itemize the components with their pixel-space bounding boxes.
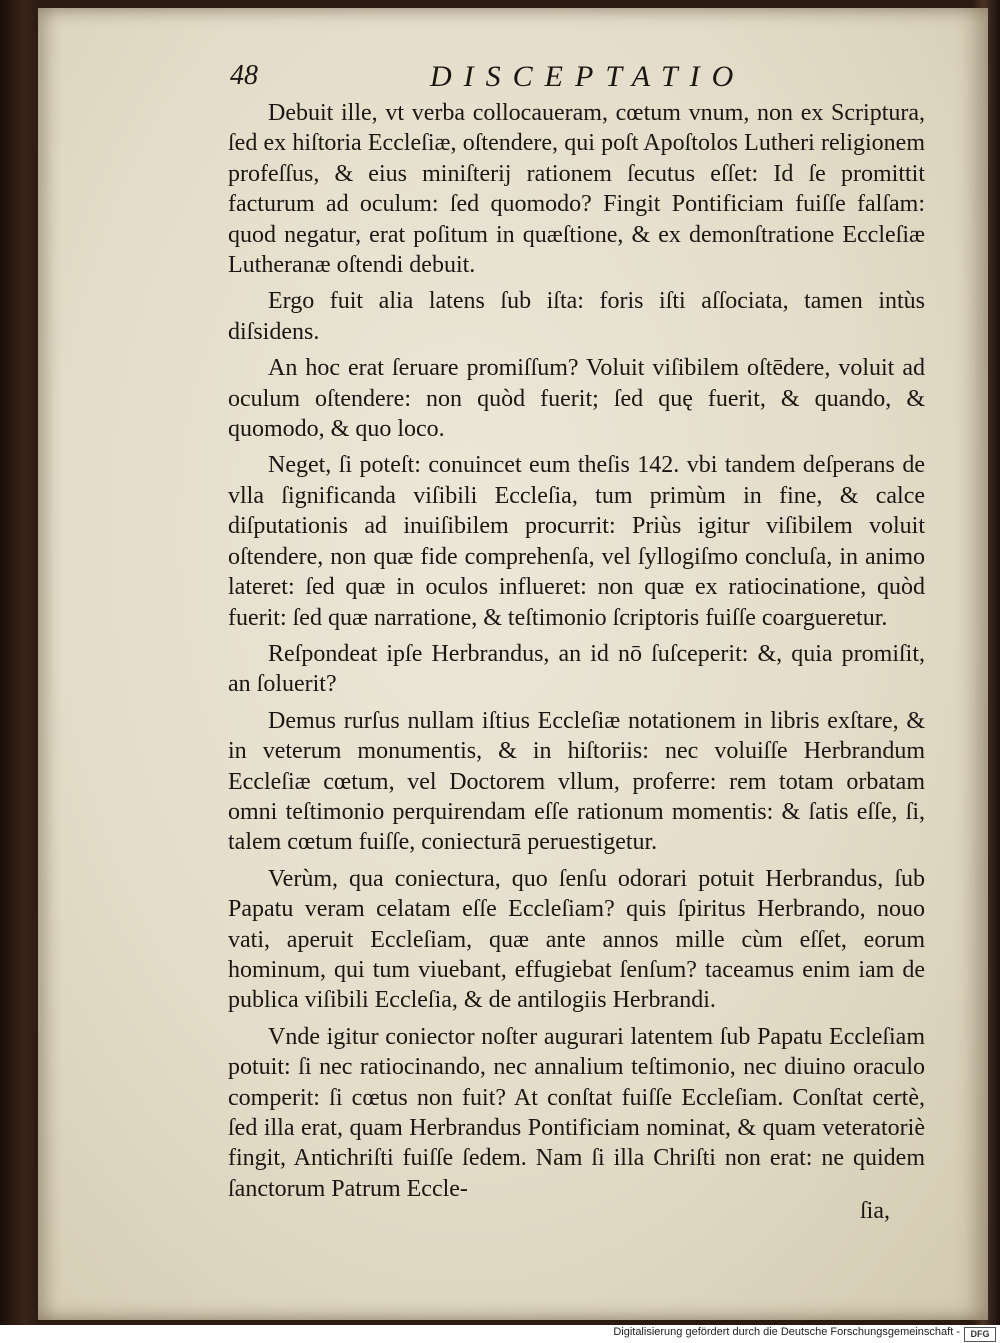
paragraph-7: Verùm, qua coniectura, quo ſenſu odorari potuit Herbrandus, ſub Papatu veram celatam eſſe Eccleſiam? quis ſpiritus Herbrando, nouo vati, aperuit Eccleſiam, quæ ante annos mille cùm eſſet, eorum hominum, qui tum viuebant, effugiebat ſenſum? taceamus enim iam de publica viſibili Eccleſia, & de antilogiis Herbrandi. [228, 865, 925, 1014]
footer-bar [0, 1325, 1000, 1343]
running-title: DISCEPTATIO [430, 60, 746, 93]
paragraph-6: Demus rurſus nullam iſtius Eccleſiæ notationem in libris exſtare, & in veterum monumentis, & in hiſtoriis: nec voluiſſe Herbrandum Eccleſiæ cœtum, vel Doctorem vllum, proferre: rem totam orbatam omni teſtimonio perquirendam eſſe rationum momentis: & ſatis eſſe, ſi, talem cœtum fuiſſe, coniecturā peruestigetur. [228, 707, 925, 856]
paragraph-4: Neget, ſi poteſt: conuincet eum theſis 142. vbi tandem deſperans de vlla ſignificanda viſibili Eccleſia, tum primùm in fine, & calce diſputationis ad inuiſibilem procurrit: Priùs igitur viſibilem voluit oſtendere, non quæ fide comprehenſa, vel ſyllogiſmo concluſa, in animo lateret: ſed quæ in oculos influeret: non quæ ex ratiocinatione, quòd fuerit: ſed quæ narratione, & teſtimonio ſcriptoris fuiſſe coargueretur. [228, 452, 925, 631]
paragraph-1: Debuit ille, vt verba collocaueram, cœtum vnum, non ex Scriptura, ſed ex hiſtoria Eccleſiæ, oſtendere, qui poſt Apoſtolos Lutheri religionem profeſſus, & eius miniſterij rationem ſecutus eſſet: Id ſe promittit facturum ad oculum: ſed quomodo? Fingit Pontificiam fuiſſe falſam: quod negatur, erat poſitum in quæſtione, & ex demonſtratione Eccleſiæ Lutheranæ oſtendi debuit. [228, 100, 925, 279]
body-text [228, 98, 925, 1210]
book-binding-left [0, 0, 40, 1325]
footer-credit: Digitalisierung gefördert durch die Deutsche Forschungsgemeinschaft - [613, 1326, 960, 1338]
catchword: ſia, [860, 1198, 890, 1224]
dfg-logo: DFG [964, 1327, 996, 1342]
page-number: 48 [230, 60, 258, 91]
paragraph-2: Ergo fuit alia latens ſub iſta: foris iſti aſſociata, tamen intùs diſsidens. [228, 288, 925, 345]
paragraph-5: Reſpondeat ipſe Herbrandus, an id nō ſuſceperit: &, quia promiſit, an ſoluerit? [228, 640, 925, 698]
paragraph-3: An hoc erat ſeruare promiſſum? Voluit viſibilem oſtēdere, voluit ad oculum oſtendere: non quòd fuerit; ſed quę fuerit, & quando, & quomodo, & quo loco. [228, 355, 925, 443]
paragraph-8: Vnde igitur coniector noſter augurari latentem ſub Papatu Eccleſiam potuit: ſi nec ratiocinando, nec annalium teſtimonio, nec diuino oraculo comperit: ſi cœtus non fuit? At conſtat fuiſſe Eccleſiam. Conſtat certè, ſed illa erat, quam Herbrandus Pontificiam nominat, & quam veteratoriè fingit, Antichriſti fuiſſe ſedem. Nam ſi illa Chriſti non erat: ne quidem ſanctorum Patrum Eccle- [228, 1023, 925, 1202]
page-header [230, 60, 920, 100]
